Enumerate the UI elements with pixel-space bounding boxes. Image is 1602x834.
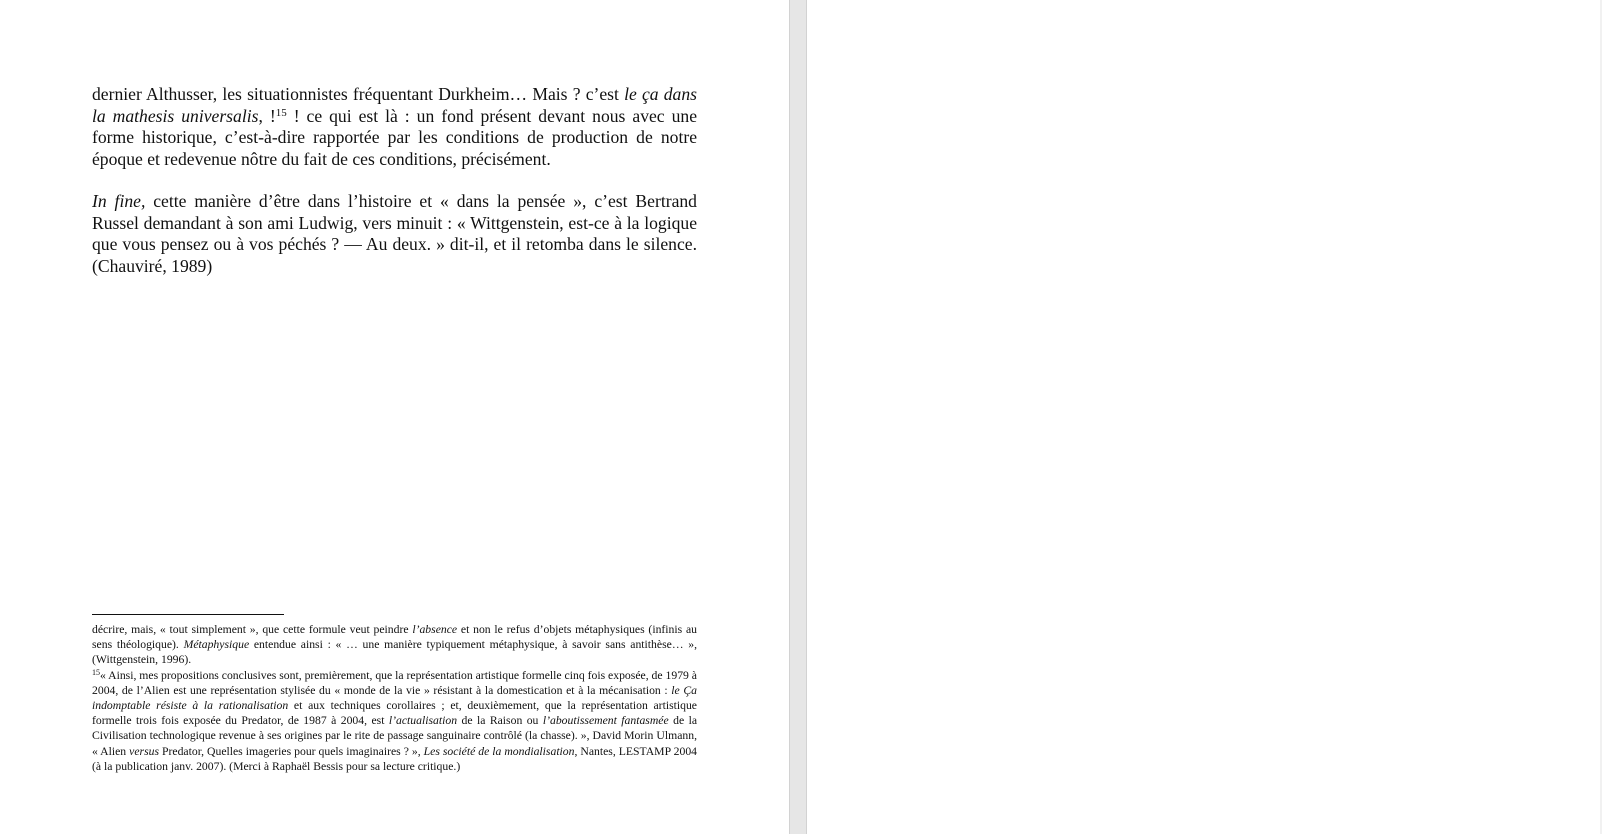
footnote-continued (92, 622, 697, 668)
paragraph-text: , ! (258, 105, 276, 126)
footnote-italic: le Ça indomptable résiste à la rationalisation (92, 683, 698, 713)
footnote-text: , Nantes, LESTAMP 2004 (à la publication janv. 2007). (Merci à Raphaël Bessis pour sa lecture critique.) (92, 744, 698, 773)
paragraph-italic: In fine, (92, 191, 146, 211)
body-text (92, 84, 697, 298)
paragraph-text: cette manière d’être dans l’histoire et « dans la pensée », c’est Bertrand Russel demandant à son ami Ludwig, vers minuit : « Wittgenstein, est-ce à la logique que vous pensez ou à vos péchés ? — Au deux. » dit-il, et il retomba dans le silence. (Chauviré, 1989) (92, 191, 697, 276)
footnote-15 (92, 668, 697, 774)
footnote-italic: l’actualisation (388, 714, 458, 728)
footnote-italic: versus (129, 744, 160, 758)
footnote-number: 15 (92, 667, 100, 677)
paragraph-text: dernier Althusser, les situationnistes fréquentant Durkheim… Mais ? c’est (92, 84, 625, 104)
footnote-separator (92, 614, 284, 615)
paragraph-1 (92, 84, 697, 170)
document-page-left (0, 0, 789, 834)
footnote-italic: l’absence (412, 623, 458, 636)
footnote-italic: Les société de la mondialisation (423, 744, 575, 758)
footnote-text: décrire, mais, « tout simplement », que cette formule veut peindre (92, 623, 413, 636)
paragraph-text: ! ce qui est là : un fond présent devant nous avec une forme historique, c’est-à-dire rapportée par les conditions de production de notre époque et redevenue nôtre du fait de ces conditions, précisément. (92, 105, 697, 169)
page-gutter (789, 0, 807, 834)
footnote-text: « Ainsi, mes propositions conclusives sont, premièrement, que la représentation artistique formelle cinq fois exposée, de 1979 à 2004, de l’Alien est une représentation stylisée du « monde de la vie » résistant à la domestication et à la mécanisation : (92, 668, 697, 697)
footnote-text: de la Raison ou (457, 714, 543, 728)
footnotes-area (92, 622, 697, 774)
paragraph-2 (92, 191, 697, 277)
footnote-reference[interactable]: 15 (275, 106, 287, 119)
footnote-text: et non le refus d’objets métaphysiques (infinis au sens théologique). (92, 623, 697, 652)
footnote-text: et aux techniques corollaires ; et, deuxièmement, que la représentation artistique formelle trois fois exposée du Predator, de 1987 à 2004, est (92, 699, 697, 728)
footnote-text: de la Civilisation technologique revenue à ses origines par le rite de passage sanguinaire contrôlé (la chasse). », David Morin Ulmann, « Alien (92, 714, 698, 758)
footnote-italic: Métaphysique (183, 638, 250, 652)
footnote-text: Predator, Quelles imageries pour quels imaginaires ? », (159, 744, 424, 758)
footnote-text: entendue ainsi : « … une manière typiquement métaphysique, à savoir sans antithèse… », (Wittgenstein, 1996). (92, 638, 697, 667)
document-page-right[interactable] (807, 0, 1602, 834)
footnote-italic: l’aboutissement fantasmée (542, 714, 669, 728)
paragraph-italic: le ça dans la mathesis universalis (92, 84, 697, 126)
